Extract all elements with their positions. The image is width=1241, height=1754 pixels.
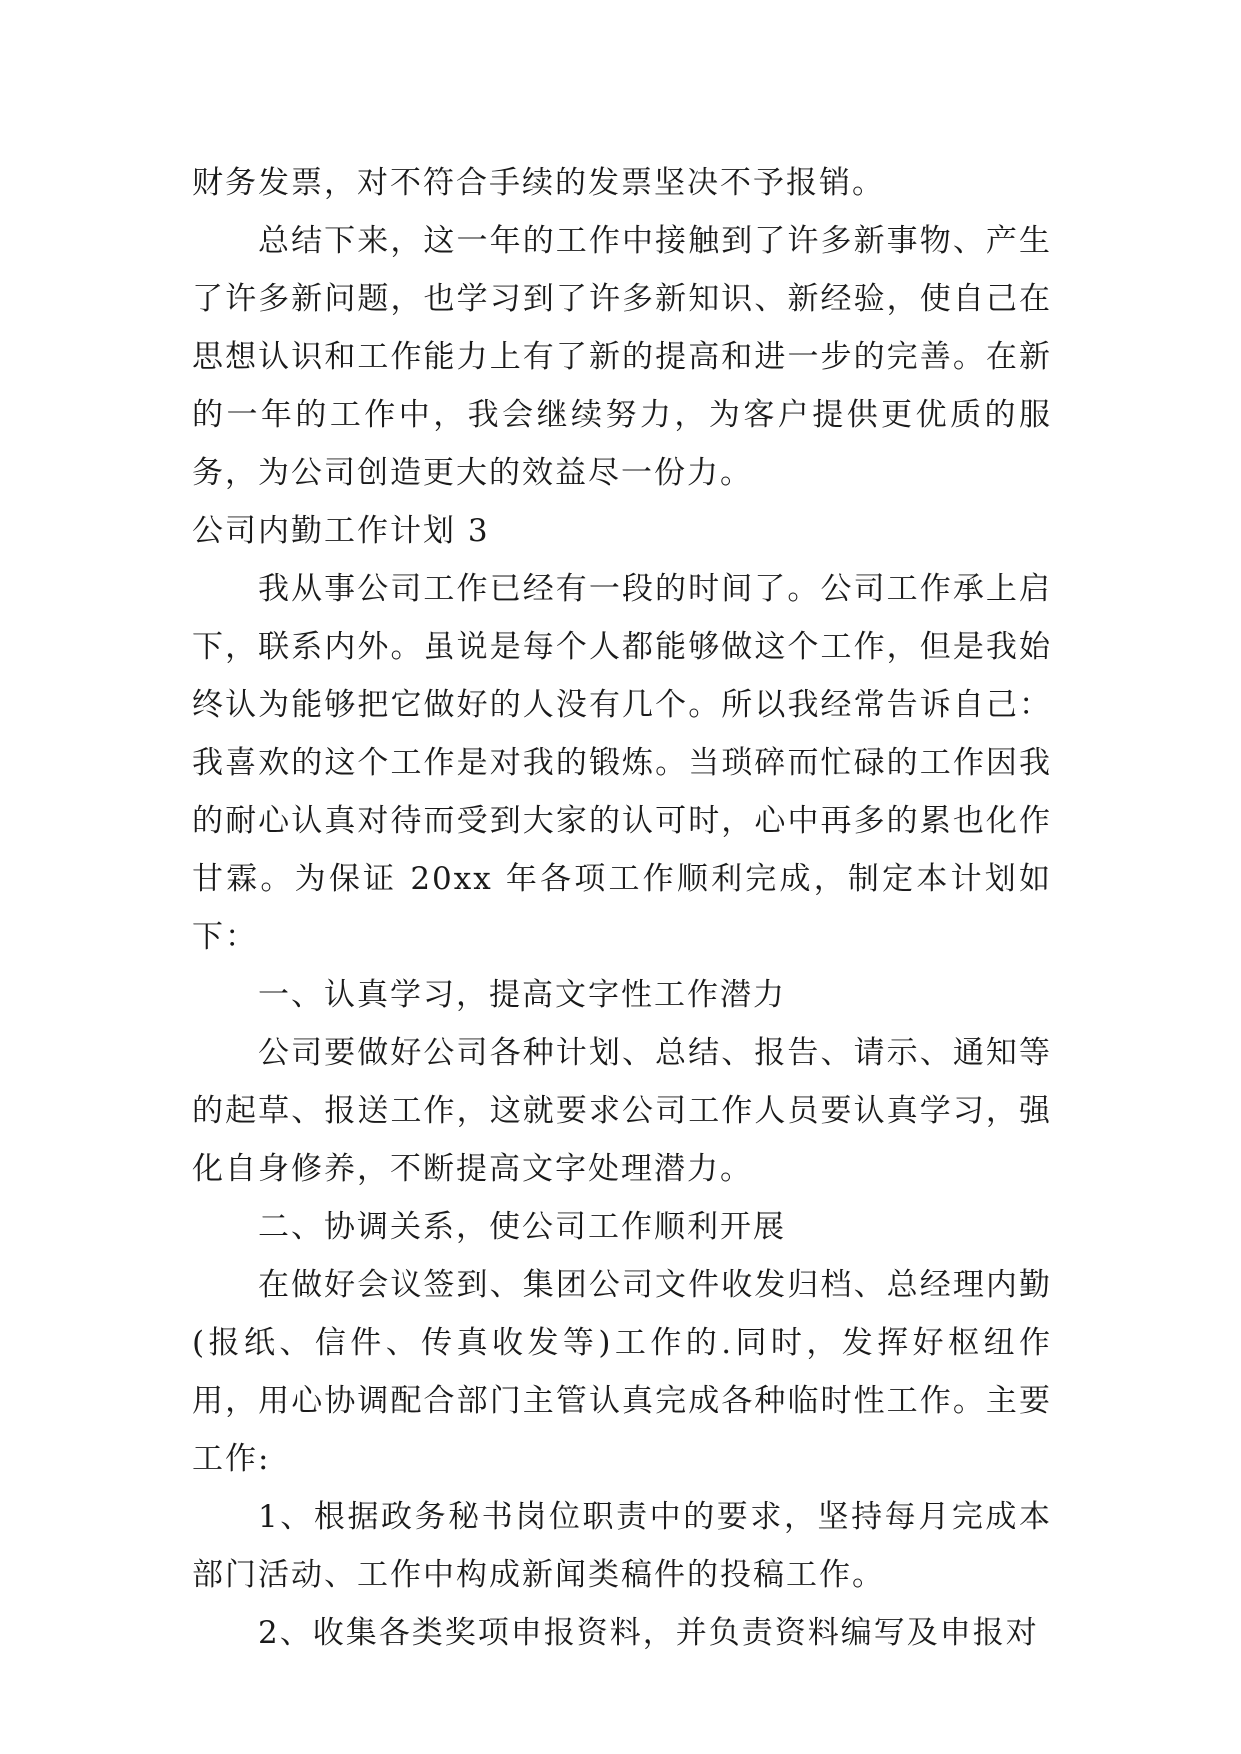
subheading-study: 一、认真学习，提高文字性工作潜力 <box>258 977 786 1013</box>
paragraph-summary: 总结下来，这一年的工作中接触到了许多新事物、产生了许多新问题，也学习到了许多新知识、新经验，使自己在思想认识和工作能力上有了新的提高和进一步的完善。在新的一年的工作中，我会继续努力，为客户提供更优质的服务，为公司创造更大的效益尽一份力。 <box>192 223 1052 491</box>
paragraph-coordinate: 在做好会议签到、集团公司文件收发归档、总经理内勤(报纸、信件、传真收发等)工作的.同时，发挥好枢纽作用，用心协调配合部门主管认真完成各种临时性工作。主要工作: <box>192 1267 1052 1477</box>
paragraph-continuation: 财务发票，对不符合手续的发票坚决不予报销。 <box>192 165 885 201</box>
paragraph-intro: 我从事公司工作已经有一段的时间了。公司工作承上启下，联系内外。虽说是每个人都能够做这个工作，但是我始终认为能够把它做好的人没有几个。所以我经常告诉自己：我喜欢的这个工作是对我的锻炼。当琐碎而忙碌的工作因我的耐心认真对待而受到大家的认可时，心中再多的累也化作甘霖。为保证 20xx 年各项工作顺利完成，制定本计划如下： <box>192 571 1052 955</box>
section-title: 公司内勤工作计划 3 <box>192 513 490 549</box>
paragraph-study: 公司要做好公司各种计划、总结、报告、请示、通知等的起草、报送工作，这就要求公司工作人员要认真学习，强化自身修养，不断提高文字处理潜力。 <box>192 1035 1052 1187</box>
list-item-1: 1、根据政务秘书岗位职责中的要求，坚持每月完成本部门活动、工作中构成新闻类稿件的投稿工作。 <box>192 1499 1052 1593</box>
list-item-2: 2、收集各类奖项申报资料，并负责资料编写及申报对 <box>258 1615 1039 1651</box>
document-body <box>192 154 1052 1662</box>
subheading-coordinate: 二、协调关系，使公司工作顺利开展 <box>258 1209 786 1245</box>
